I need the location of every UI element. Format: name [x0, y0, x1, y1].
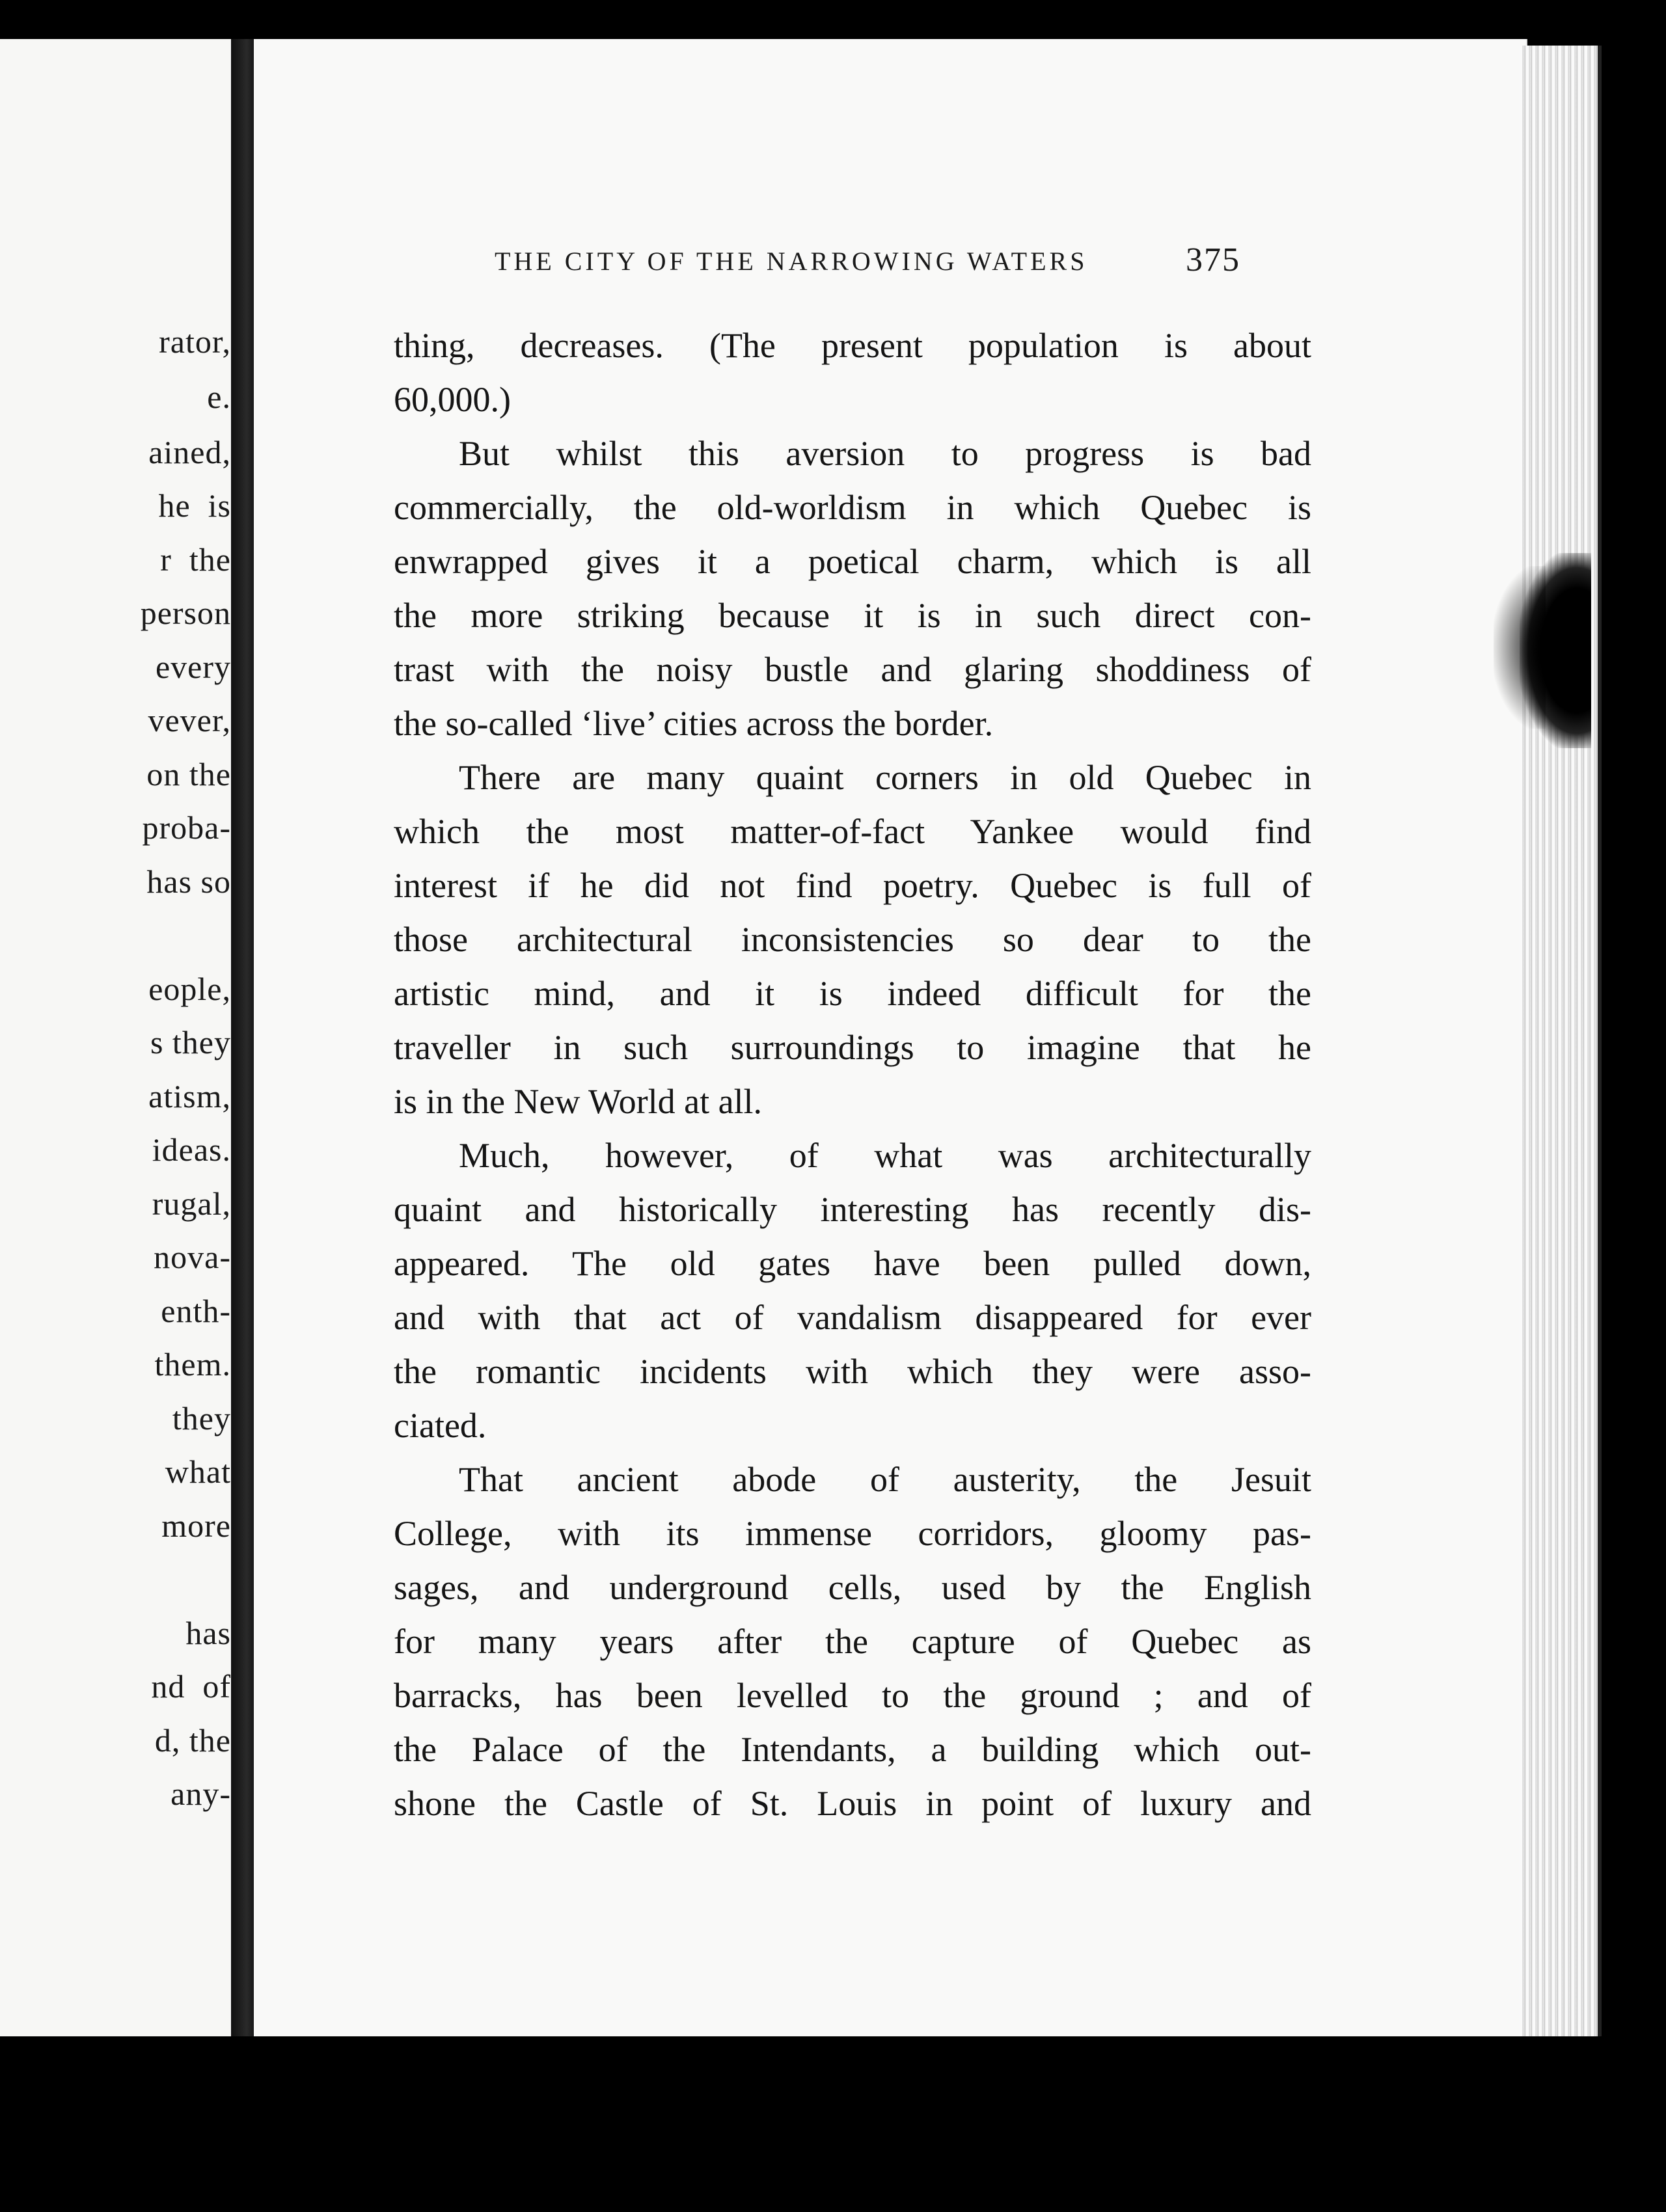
left-line: eople,	[148, 971, 231, 1007]
left-line: more	[161, 1507, 231, 1544]
text-line: and with that act of vandalism disappeared for ever	[394, 1298, 1311, 1337]
left-line: any-	[171, 1775, 231, 1812]
text-line: those architectural inconsistencies so dear to the	[394, 920, 1311, 959]
left-line: every	[155, 649, 231, 685]
text-line: for many years after the capture of Quebec as	[394, 1622, 1311, 1661]
text-line: ciated.	[394, 1406, 487, 1445]
text-line: artistic mind, and it is indeed difficult for the	[394, 974, 1311, 1013]
text-line: College, with its immense corridors, gloomy pas-	[394, 1514, 1311, 1553]
running-head: THE CITY OF THE NARROWING WATERS	[495, 247, 1088, 276]
left-line: they	[172, 1400, 231, 1436]
left-line: what	[165, 1453, 231, 1490]
body-text	[394, 319, 1311, 1831]
left-line: ained,	[148, 434, 231, 470]
text-line: Much, however, of what was architecturally	[459, 1136, 1311, 1175]
left-line: has so	[146, 863, 231, 900]
text-line: 60,000.)	[394, 380, 511, 419]
left-line: r the	[160, 541, 231, 578]
text-line: is in the New World at all.	[394, 1082, 763, 1121]
text-line: shone the Castle of St. Louis in point of luxury and	[394, 1784, 1311, 1823]
text-line: That ancient abode of austerity, the Jesuit	[459, 1460, 1311, 1499]
text-line: There are many quaint corners in old Quebec in	[459, 758, 1311, 797]
text-line: which the most matter-of-fact Yankee would find	[394, 812, 1311, 851]
left-line: s they	[150, 1024, 231, 1060]
text-line: barracks, has been levelled to the ground ; and of	[394, 1676, 1311, 1715]
text-line: the so-called ‘live’ cities across the border.	[394, 704, 994, 743]
text-line: But whilst this aversion to progress is bad	[459, 434, 1311, 473]
left-line: nova-	[154, 1239, 231, 1275]
left-line: proba-	[142, 809, 231, 846]
text-line: the romantic incidents with which they were asso-	[394, 1352, 1311, 1391]
left-line: e.	[207, 379, 231, 415]
left-line: rator,	[159, 323, 231, 360]
left-line: has	[185, 1615, 231, 1651]
text-line: the Palace of the Intendants, a building which out-	[394, 1730, 1311, 1769]
text-line: commercially, the old-worldism in which Quebec is	[394, 488, 1311, 527]
text-line: trast with the noisy bustle and glaring shoddiness of	[394, 650, 1311, 689]
page-number: 375	[1186, 241, 1240, 278]
text-line: the more striking because it is in such direct con-	[394, 596, 1311, 635]
left-line: them.	[154, 1346, 231, 1382]
left-line: vever,	[148, 702, 231, 738]
left-line: atism,	[148, 1078, 231, 1114]
left-line: ideas.	[152, 1131, 231, 1168]
left-line: enth-	[161, 1293, 231, 1329]
text-line: quaint and historically interesting has recently dis-	[394, 1190, 1311, 1229]
text-line: thing, decreases. (The present population is about	[394, 326, 1311, 365]
text-line: enwrapped gives it a poetical charm, which is all	[394, 542, 1311, 581]
left-line: d, the	[154, 1722, 231, 1759]
left-line: on the	[146, 756, 231, 792]
left-line: rugal,	[152, 1185, 231, 1222]
left-line: he is	[158, 487, 231, 524]
left-line: nd of	[151, 1668, 231, 1705]
left-facing-page	[0, 39, 231, 2036]
book-gutter	[231, 39, 257, 2036]
text-line: traveller in such surroundings to imagine that he	[394, 1028, 1311, 1067]
left-line: person	[140, 595, 231, 631]
page-edge-stack	[1520, 46, 1602, 2036]
text-line: appeared. The old gates have been pulled down,	[394, 1244, 1311, 1283]
clip-shadow-edge	[1494, 566, 1546, 729]
text-line: sages, and underground cells, used by the English	[394, 1568, 1311, 1607]
text-line: interest if he did not find poetry. Quebec is full of	[394, 866, 1311, 905]
